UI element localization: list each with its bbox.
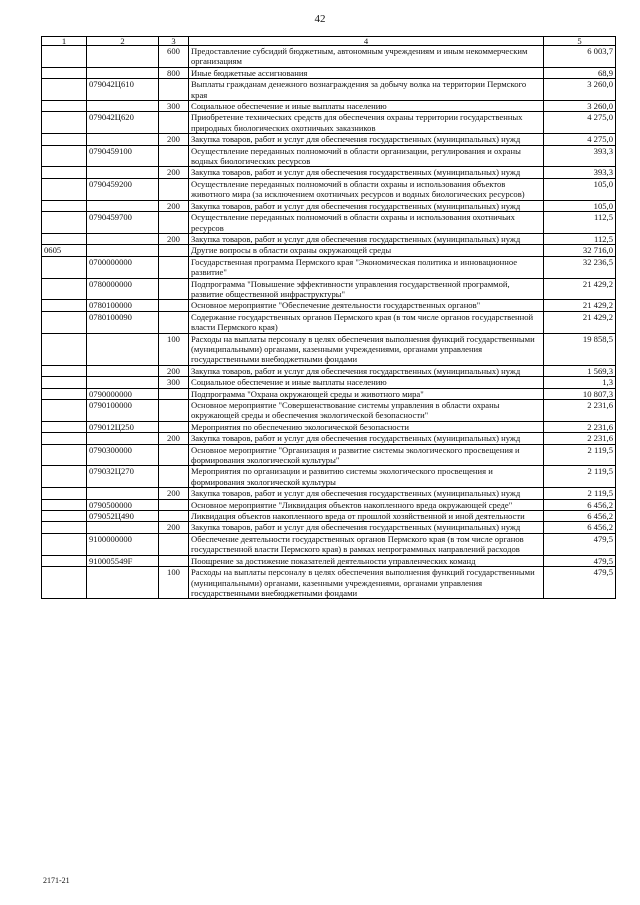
expense-type-cell: [159, 466, 189, 488]
target-article-cell: 079052Ц490: [87, 511, 159, 522]
section-code-cell: [42, 256, 87, 278]
target-article-cell: 079032Ц270: [87, 466, 159, 488]
amount-cell: 2 119,5: [544, 488, 616, 499]
target-article-cell: 0790500000: [87, 499, 159, 510]
amount-cell: 2 231,6: [544, 400, 616, 422]
expense-name-cell: Подпрограмма "Охрана окружающей среды и животного мира": [189, 388, 544, 399]
expense-type-cell: [159, 178, 189, 200]
footer-print-mark: 2171-21: [43, 876, 70, 885]
expense-type-cell: [159, 79, 189, 101]
target-article-cell: 0790459200: [87, 178, 159, 200]
expense-name-cell: Социальное обеспечение и иные выплаты населению: [189, 377, 544, 388]
target-article-cell: 910005549F: [87, 555, 159, 566]
expense-type-cell: 200: [159, 233, 189, 244]
section-code-cell: [42, 333, 87, 365]
expense-name-cell: Основное мероприятие "Обеспечение деятельности государственных органов": [189, 300, 544, 311]
expense-name-cell: Государственная программа Пермского края "Экономическая политика и инновационное развитие": [189, 256, 544, 278]
section-code-cell: [42, 400, 87, 422]
expense-type-cell: 200: [159, 522, 189, 533]
header-cell-4: 4: [189, 37, 544, 46]
header-cell-3: 3: [159, 37, 189, 46]
expense-name-cell: Закупка товаров, работ и услуг для обеспечения государственных (муниципальных) нужд: [189, 433, 544, 444]
expense-name-cell: Обеспечение деятельности государственных органов Пермского края (в том числе органов государственной власти Пермского края) в рамках непрограммных направлений расходов: [189, 533, 544, 555]
expense-name-cell: Приобретение технических средств для обеспечения охраны территории государственных природных биологических охотничьих заказников: [189, 112, 544, 134]
target-article-cell: 079042Ц620: [87, 112, 159, 134]
expense-name-cell: Осуществление переданных полномочий в области охраны и использования охотничьих ресурсов: [189, 212, 544, 234]
target-article-cell: 0790459100: [87, 145, 159, 167]
amount-cell: 105,0: [544, 178, 616, 200]
table-row: [42, 421, 616, 432]
target-article-cell: 079012Ц250: [87, 421, 159, 432]
table-row: [42, 567, 616, 599]
section-code-cell: [42, 145, 87, 167]
amount-cell: 6 003,7: [544, 46, 616, 68]
amount-cell: 19 858,5: [544, 333, 616, 365]
table-row: [42, 134, 616, 145]
target-article-cell: [87, 167, 159, 178]
table-row: [42, 533, 616, 555]
header-cell-1: 1: [42, 37, 87, 46]
target-article-cell: 0780100000: [87, 300, 159, 311]
expense-name-cell: Расходы на выплаты персоналу в целях обеспечения выполнения функций государственными (муниципальными) органами, казенными учреждениями, органами управления государственными внебюджетными фондами: [189, 567, 544, 599]
expense-name-cell: Основное мероприятие "Ликвидация объектов накопленного вреда окружающей среде": [189, 499, 544, 510]
table-row: [42, 101, 616, 112]
amount-cell: 6 456,2: [544, 511, 616, 522]
expense-name-cell: Иные бюджетные ассигнования: [189, 67, 544, 78]
target-article-cell: 079042Ц610: [87, 79, 159, 101]
table-row: [42, 278, 616, 300]
amount-cell: 1 569,3: [544, 365, 616, 376]
amount-cell: 2 231,6: [544, 421, 616, 432]
section-code-cell: [42, 300, 87, 311]
expense-name-cell: Расходы на выплаты персоналу в целях обеспечения выполнения функций государственными (муниципальными) органами, казенными учреждениями, органами управления государственными внебюджетными фондами: [189, 333, 544, 365]
section-code-cell: 0605: [42, 245, 87, 256]
target-article-cell: [87, 488, 159, 499]
expense-name-cell: Мероприятия по организации и развитию системы экологического просвещения и формирования экологической культуры: [189, 466, 544, 488]
amount-cell: 32 236,5: [544, 256, 616, 278]
section-code-cell: [42, 167, 87, 178]
target-article-cell: [87, 365, 159, 376]
target-article-cell: [87, 46, 159, 68]
table-row: [42, 79, 616, 101]
table-row: [42, 488, 616, 499]
table-row: [42, 300, 616, 311]
expense-type-cell: 200: [159, 200, 189, 211]
expense-type-cell: [159, 400, 189, 422]
expense-name-cell: Закупка товаров, работ и услуг для обеспечения государственных (муниципальных) нужд: [189, 488, 544, 499]
target-article-cell: [87, 200, 159, 211]
target-article-cell: 0700000000: [87, 256, 159, 278]
section-code-cell: [42, 511, 87, 522]
section-code-cell: [42, 444, 87, 466]
expense-type-cell: [159, 533, 189, 555]
section-code-cell: [42, 421, 87, 432]
table-row: [42, 522, 616, 533]
amount-cell: 2 119,5: [544, 444, 616, 466]
section-code-cell: [42, 488, 87, 499]
amount-cell: 6 456,2: [544, 499, 616, 510]
table-row: [42, 377, 616, 388]
table-row: [42, 256, 616, 278]
expense-type-cell: [159, 388, 189, 399]
amount-cell: 4 275,0: [544, 134, 616, 145]
expense-type-cell: [159, 421, 189, 432]
expense-name-cell: Социальное обеспечение и иные выплаты населению: [189, 101, 544, 112]
expense-name-cell: Закупка товаров, работ и услуг для обеспечения государственных (муниципальных) нужд: [189, 233, 544, 244]
section-code-cell: [42, 46, 87, 68]
amount-cell: 1,3: [544, 377, 616, 388]
table-header-row: [42, 37, 616, 46]
table-row: [42, 444, 616, 466]
target-article-cell: [87, 377, 159, 388]
expense-name-cell: Другие вопросы в области охраны окружающей среды: [189, 245, 544, 256]
target-article-cell: [87, 233, 159, 244]
expense-name-cell: Закупка товаров, работ и услуг для обеспечения государственных (муниципальных) нужд: [189, 167, 544, 178]
amount-cell: 3 260,0: [544, 79, 616, 101]
target-article-cell: 9100000000: [87, 533, 159, 555]
section-code-cell: [42, 233, 87, 244]
target-article-cell: [87, 433, 159, 444]
amount-cell: 393,3: [544, 145, 616, 167]
table-row: [42, 46, 616, 68]
section-code-cell: [42, 278, 87, 300]
table-row: [42, 311, 616, 333]
amount-cell: 21 429,2: [544, 311, 616, 333]
table-row: [42, 388, 616, 399]
section-code-cell: [42, 101, 87, 112]
expense-type-cell: 300: [159, 377, 189, 388]
expense-type-cell: 100: [159, 333, 189, 365]
target-article-cell: 0780100090: [87, 311, 159, 333]
expense-name-cell: Содержание государственных органов Пермского края (в том числе органов государственной власти Пермского края): [189, 311, 544, 333]
expense-type-cell: [159, 278, 189, 300]
expense-type-cell: 100: [159, 567, 189, 599]
expense-type-cell: [159, 499, 189, 510]
section-code-cell: [42, 555, 87, 566]
table-row: [42, 466, 616, 488]
table-row: [42, 145, 616, 167]
table-row: [42, 200, 616, 211]
expense-type-cell: 300: [159, 101, 189, 112]
section-code-cell: [42, 377, 87, 388]
expense-type-cell: 200: [159, 134, 189, 145]
section-code-cell: [42, 365, 87, 376]
table-row: [42, 365, 616, 376]
amount-cell: 112,5: [544, 233, 616, 244]
expense-type-cell: [159, 245, 189, 256]
amount-cell: 4 275,0: [544, 112, 616, 134]
expense-type-cell: [159, 444, 189, 466]
expense-name-cell: Закупка товаров, работ и услуг для обеспечения государственных (муниципальных) нужд: [189, 522, 544, 533]
expense-type-cell: 800: [159, 67, 189, 78]
section-code-cell: [42, 178, 87, 200]
amount-cell: 479,5: [544, 567, 616, 599]
table-row: [42, 511, 616, 522]
section-code-cell: [42, 433, 87, 444]
expense-name-cell: Выплаты гражданам денежного вознаграждения за добычу волка на территории Пермского края: [189, 79, 544, 101]
expense-name-cell: Закупка товаров, работ и услуг для обеспечения государственных (муниципальных) нужд: [189, 134, 544, 145]
amount-cell: 2 231,6: [544, 433, 616, 444]
expense-type-cell: [159, 511, 189, 522]
amount-cell: 479,5: [544, 555, 616, 566]
target-article-cell: [87, 567, 159, 599]
section-code-cell: [42, 200, 87, 211]
expense-type-cell: [159, 256, 189, 278]
amount-cell: 68,9: [544, 67, 616, 78]
expense-type-cell: [159, 555, 189, 566]
section-code-cell: [42, 567, 87, 599]
header-cell-5: 5: [544, 37, 616, 46]
target-article-cell: 0790000000: [87, 388, 159, 399]
section-code-cell: [42, 212, 87, 234]
target-article-cell: [87, 522, 159, 533]
expense-type-cell: [159, 212, 189, 234]
expense-type-cell: [159, 311, 189, 333]
target-article-cell: 0790300000: [87, 444, 159, 466]
section-code-cell: [42, 522, 87, 533]
table-row: [42, 555, 616, 566]
section-code-cell: [42, 112, 87, 134]
table-row: [42, 212, 616, 234]
section-code-cell: [42, 533, 87, 555]
target-article-cell: 0790459700: [87, 212, 159, 234]
amount-cell: 32 716,0: [544, 245, 616, 256]
section-code-cell: [42, 67, 87, 78]
amount-cell: 6 456,2: [544, 522, 616, 533]
expense-name-cell: Предоставление субсидий бюджетным, автономным учреждениям и иным некоммерческим организациям: [189, 46, 544, 68]
page-number: 42: [314, 13, 326, 25]
expense-type-cell: [159, 145, 189, 167]
amount-cell: 10 807,3: [544, 388, 616, 399]
table-row: [42, 67, 616, 78]
budget-table: [41, 36, 616, 599]
amount-cell: 393,3: [544, 167, 616, 178]
table-row: [42, 167, 616, 178]
amount-cell: 105,0: [544, 200, 616, 211]
expense-name-cell: Мероприятия по обеспечению экологической безопасности: [189, 421, 544, 432]
section-code-cell: [42, 499, 87, 510]
section-code-cell: [42, 134, 87, 145]
target-article-cell: [87, 245, 159, 256]
expense-name-cell: Поощрение за достижение показателей деятельности управленческих команд: [189, 555, 544, 566]
target-article-cell: 0780000000: [87, 278, 159, 300]
header-cell-2: 2: [87, 37, 159, 46]
table-row: [42, 499, 616, 510]
section-code-cell: [42, 388, 87, 399]
section-code-cell: [42, 466, 87, 488]
expense-name-cell: Ликвидация объектов накопленного вреда от прошлой хозяйственной и иной деятельности: [189, 511, 544, 522]
expense-type-cell: 200: [159, 365, 189, 376]
target-article-cell: 0790100000: [87, 400, 159, 422]
table-row: [42, 178, 616, 200]
target-article-cell: [87, 134, 159, 145]
amount-cell: 479,5: [544, 533, 616, 555]
amount-cell: 21 429,2: [544, 278, 616, 300]
section-code-cell: [42, 311, 87, 333]
table-row: [42, 333, 616, 365]
table-row: [42, 433, 616, 444]
budget-table-body: [42, 37, 616, 599]
table-row: [42, 245, 616, 256]
expense-type-cell: [159, 112, 189, 134]
expense-type-cell: 200: [159, 167, 189, 178]
target-article-cell: [87, 333, 159, 365]
amount-cell: 112,5: [544, 212, 616, 234]
expense-type-cell: 200: [159, 433, 189, 444]
expense-name-cell: Закупка товаров, работ и услуг для обеспечения государственных (муниципальных) нужд: [189, 365, 544, 376]
table-row: [42, 233, 616, 244]
expense-type-cell: [159, 300, 189, 311]
expense-name-cell: Основное мероприятие "Организация и развитие системы экологического просвещения и формирования экологической культуры": [189, 444, 544, 466]
target-article-cell: [87, 67, 159, 78]
expense-name-cell: Подпрограмма "Повышение эффективности управления государственной программой, развитие общественной инфраструктуры": [189, 278, 544, 300]
target-article-cell: [87, 101, 159, 112]
amount-cell: 2 119,5: [544, 466, 616, 488]
expense-type-cell: 200: [159, 488, 189, 499]
expense-name-cell: Осуществление переданных полномочий в области охраны и использования объектов животного мира (за исключением охотничьих ресурсов и водных биологических ресурсов): [189, 178, 544, 200]
table-row: [42, 400, 616, 422]
expense-type-cell: 600: [159, 46, 189, 68]
amount-cell: 3 260,0: [544, 101, 616, 112]
section-code-cell: [42, 79, 87, 101]
expense-name-cell: Осуществление переданных полномочий в области организации, регулирования и охраны водных биологических ресурсов: [189, 145, 544, 167]
expense-name-cell: Основное мероприятие "Совершенствование системы управления в области охраны окружающей среды и обеспечения экологической безопасности": [189, 400, 544, 422]
expense-name-cell: Закупка товаров, работ и услуг для обеспечения государственных (муниципальных) нужд: [189, 200, 544, 211]
table-row: [42, 112, 616, 134]
amount-cell: 21 429,2: [544, 300, 616, 311]
